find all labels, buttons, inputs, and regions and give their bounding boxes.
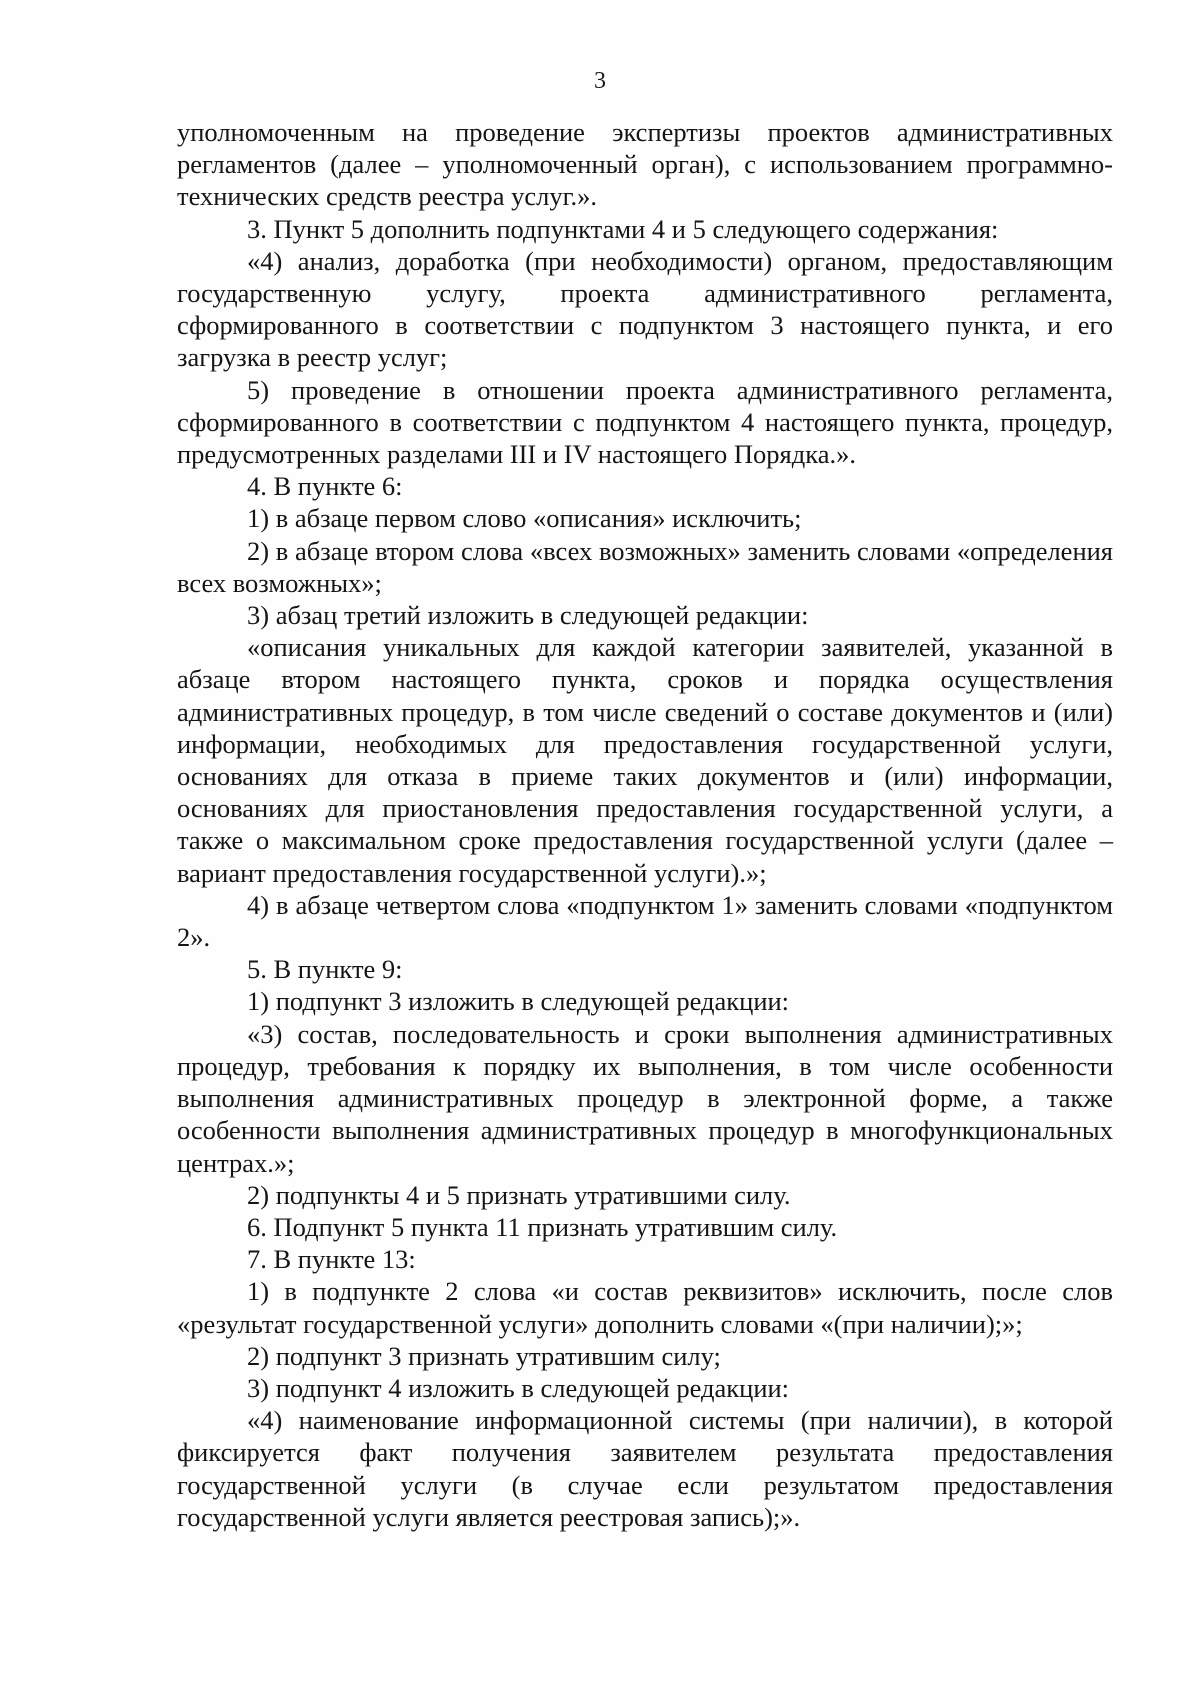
paragraph-20: «4) наименование информационной системы (при наличии), в которой фиксируется факт получения заявителем результата предоставления государственной услуги (в случае если результатом предоставления государственной услуги является реестровая запись);».: [177, 1405, 1113, 1532]
paragraph-9: «описания уникальных для каждой категории заявителей, указанной в абзаце втором настоящего пункта, сроков и порядка осуществления административных процедур, в том числе сведений о составе документов и (или) информации, необходимых для предоставления государственной услуги, основаниях для отказа в приеме таких документов и (или) информации, основаниях для приостановления предоставления государственной услуги, а также о максимальном сроке предоставления государственной услуги (далее – вариант предоставления государственной услуги).»;: [177, 632, 1113, 888]
paragraph-7: 2) в абзаце втором слова «всех возможных» заменить словами «определения всех возможных»;: [177, 535, 1113, 598]
paragraph-8: 3) абзац третий изложить в следующей редакции:: [247, 600, 809, 631]
paragraph-4: 5) проведение в отношении проекта административного регламента, сформированного в соответствии с подпунктом 4 настоящего пункта, процедур, предусмотренных разделами III и IV настоящего Порядка.».: [177, 374, 1113, 470]
paragraph-2: 3. Пункт 5 дополнить подпунктами 4 и 5 следующего содержания:: [247, 213, 999, 244]
paragraph-6: 1) в абзаце первом слово «описания» исключить;: [247, 503, 802, 534]
paragraph-11: 5. В пункте 9:: [247, 954, 403, 985]
paragraph-13: «3) состав, последовательность и сроки выполнения административных процедур, требования к порядку их выполнения, в том числе особенности выполнения административных процедур в электронной форме, а также особенности выполнения административных процедур в многофункциональных центрах.»;: [177, 1018, 1113, 1178]
document-body: [177, 116, 1113, 1533]
paragraph-17: 1) в подпункте 2 слова «и состав реквизитов» исключить, после слов «результат государственной услуги» дополнить словами «(при наличии);»;: [177, 1276, 1113, 1339]
paragraph-15: 6. Подпункт 5 пункта 11 признать утратившим силу.: [247, 1211, 838, 1242]
paragraph-18: 2) подпункт 3 признать утратившим силу;: [247, 1340, 721, 1371]
paragraph-1: уполномоченным на проведение экспертизы проектов административных регламентов (далее – уполномоченный орган), с использованием программно-технических средств реестра услуг.».: [177, 117, 1113, 212]
paragraph-5: 4. В пункте 6:: [247, 471, 403, 502]
paragraph-10: 4) в абзаце четвертом слова «подпунктом 1» заменить словами «подпунктом 2».: [177, 889, 1113, 953]
paragraph-19: 3) подпункт 4 изложить в следующей редакции:: [247, 1372, 790, 1403]
paragraph-12: 1) подпункт 3 изложить в следующей редакции:: [247, 986, 790, 1017]
paragraph-16: 7. В пункте 13:: [247, 1244, 416, 1275]
paragraph-3: «4) анализ, доработка (при необходимости) органом, предоставляющим государственную услугу, проекта административного регламента, сформированного в соответствии с подпунктом 3 настоящего пункта, и его загрузка в реестр услуг;: [177, 245, 1113, 373]
page-number: 3: [594, 68, 606, 94]
paragraph-14: 2) подпункты 4 и 5 признать утратившими силу.: [247, 1179, 791, 1210]
